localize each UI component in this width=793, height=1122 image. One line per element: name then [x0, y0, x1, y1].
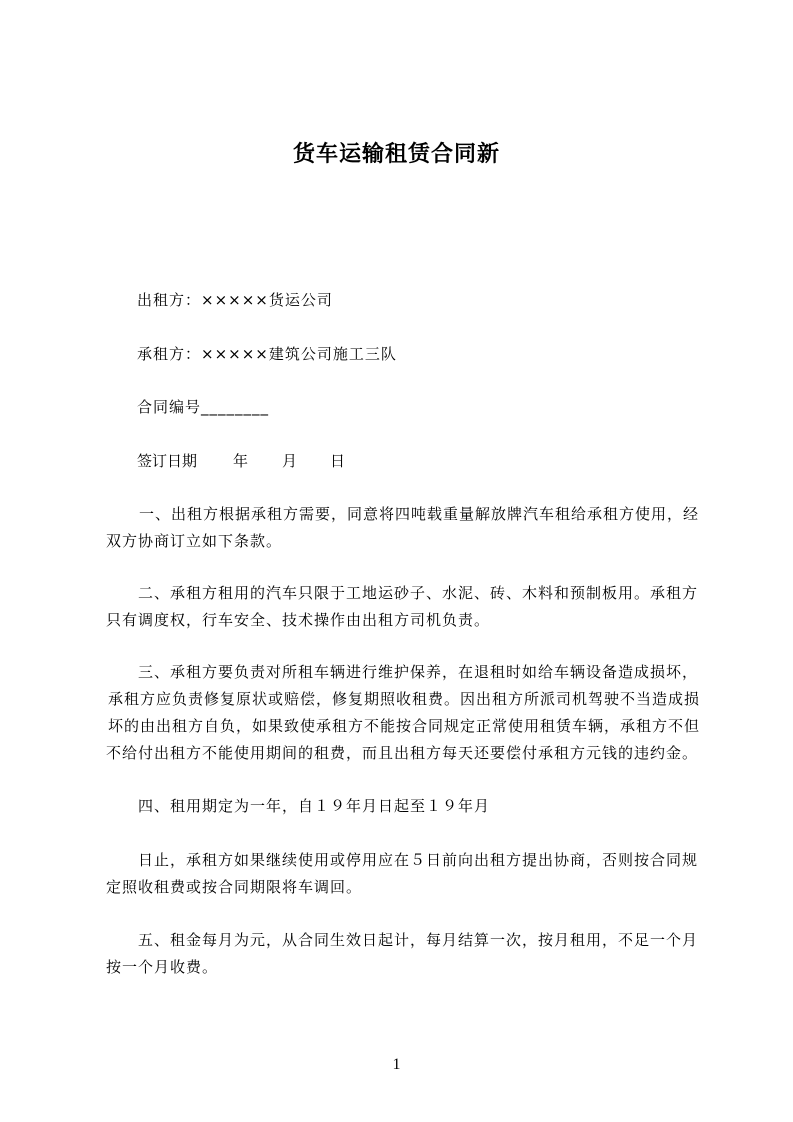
clause-line: 三、承租方要负责对所租车辆进行维护保养，在退租时如给车辆设备造成损坏，	[138, 663, 699, 681]
clause-line: 承租方应负责修复原状或赔偿，修复期照收租费。因出租方所派司机驾驶不当造成损	[108, 690, 701, 708]
clause-line: 二、承租方租用的汽车只限于工地运砂子、水泥、砖、木料和预制板用。承租方	[138, 584, 699, 602]
signing-date-label: 签订日期	[137, 452, 198, 470]
signing-date-year: 年	[233, 452, 249, 470]
clause-line: 四、租用期定为一年，自１９年月日起至１９年月	[138, 797, 491, 815]
clause-line: 只有调度权，行车安全、技术操作由出租方司机负责。	[106, 611, 491, 629]
clause-line: 不给付出租方不能使用期间的租费，而且出租方每天还要偿付承租方元钱的违约金。	[106, 744, 699, 762]
clause-line: 五、租金每月为元，从合同生效日起计，每月结算一次，按月租用，不足一个月	[138, 931, 699, 949]
clause-line: 定照收租费或按合同期限将车调回。	[106, 878, 363, 896]
clause-line: 双方协商订立如下条款。	[106, 532, 283, 550]
document-title: 货车运输租赁合同新	[292, 142, 500, 167]
lessee-line: 承租方：×××××建筑公司施工三队	[137, 345, 397, 363]
clause-line: 一、出租方根据承租方需要，同意将四吨载重量解放牌汽车租给承租方使用，经	[139, 505, 700, 523]
clause-line: 按一个月收费。	[106, 958, 219, 976]
contract-number-line: 合同编号________	[137, 398, 270, 416]
clause-line: 日止，承租方如果继续使用或停用应在５日前向出租方提出协商，否则按合同规	[138, 851, 699, 869]
signing-date-day: 日	[330, 452, 346, 470]
signing-date-month: 月	[282, 452, 298, 470]
clause-line: 坏的由出租方自负，如果致使承租方不能按合同规定正常使用租赁车辆，承租方不但	[108, 717, 701, 735]
lessor-line: 出租方：×××××货运公司	[137, 291, 333, 309]
page-number: 1	[392, 1056, 401, 1073]
